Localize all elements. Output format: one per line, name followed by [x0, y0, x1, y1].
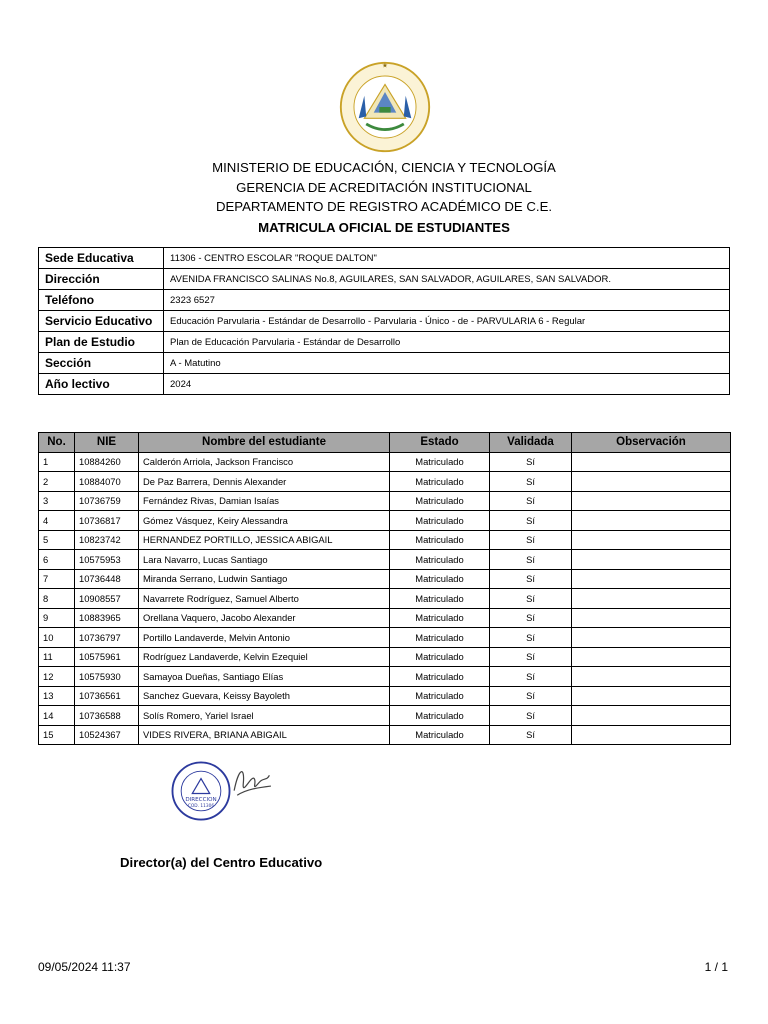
ministry-name: MINISTERIO DE EDUCACIÓN, CIENCIA Y TECNOLOGÍA	[212, 160, 556, 175]
validated-flag: Sí	[490, 686, 572, 706]
svg-text:★: ★	[382, 61, 388, 70]
header-estado: Estado	[390, 433, 490, 453]
table-row	[39, 706, 731, 726]
row-number: 14	[39, 706, 75, 726]
row-number: 11	[39, 647, 75, 667]
info-row	[39, 311, 730, 332]
info-label: Año lectivo	[39, 374, 164, 395]
table-row	[39, 530, 731, 550]
row-number: 4	[39, 511, 75, 531]
enrollment-status: Matriculado	[390, 511, 490, 531]
student-name: Fernández Rivas, Damian Isaías	[139, 491, 390, 511]
info-label: Dirección	[39, 269, 164, 290]
row-number: 2	[39, 472, 75, 492]
header-no: No.	[39, 433, 75, 453]
info-value: 2323 6527	[164, 290, 730, 311]
info-row	[39, 290, 730, 311]
student-name: Portillo Landaverde, Melvin Antonio	[139, 628, 390, 648]
enrollment-status: Matriculado	[390, 725, 490, 745]
info-value: A - Matutino	[164, 353, 730, 374]
enrollment-status: Matriculado	[390, 667, 490, 687]
table-row	[39, 608, 731, 628]
table-row	[39, 628, 731, 648]
header-validada: Validada	[490, 433, 572, 453]
info-row	[39, 332, 730, 353]
observation	[572, 667, 731, 687]
observation	[572, 725, 731, 745]
info-label: Sede Educativa	[39, 248, 164, 269]
student-nie: 10908557	[75, 589, 139, 609]
table-row	[39, 511, 731, 531]
enrollment-status: Matriculado	[390, 491, 490, 511]
observation	[572, 452, 731, 472]
validated-flag: Sí	[490, 530, 572, 550]
validated-flag: Sí	[490, 647, 572, 667]
table-row	[39, 550, 731, 570]
student-name: Miranda Serrano, Ludwin Santiago	[139, 569, 390, 589]
student-name: Rodríguez Landaverde, Kelvin Ezequiel	[139, 647, 390, 667]
student-name: Navarrete Rodríguez, Samuel Alberto	[139, 589, 390, 609]
table-row	[39, 589, 731, 609]
observation	[572, 511, 731, 531]
page-number: 1 / 1	[704, 960, 728, 974]
student-nie: 10736797	[75, 628, 139, 648]
validated-flag: Sí	[490, 491, 572, 511]
info-label: Plan de Estudio	[39, 332, 164, 353]
observation	[572, 706, 731, 726]
department-name: GERENCIA DE ACREDITACIÓN INSTITUCIONAL	[236, 180, 532, 195]
table-row	[39, 725, 731, 745]
student-nie: 10736588	[75, 706, 139, 726]
student-name: De Paz Barrera, Dennis Alexander	[139, 472, 390, 492]
coat-of-arms-seal	[338, 60, 432, 154]
student-nie: 10736561	[75, 686, 139, 706]
enrollment-status: Matriculado	[390, 550, 490, 570]
student-nie: 10736817	[75, 511, 139, 531]
row-number: 13	[39, 686, 75, 706]
students-table	[38, 432, 731, 745]
table-row	[39, 667, 731, 687]
validated-flag: Sí	[490, 628, 572, 648]
info-row	[39, 248, 730, 269]
table-row	[39, 452, 731, 472]
student-nie: 10524367	[75, 725, 139, 745]
enrollment-status: Matriculado	[390, 706, 490, 726]
student-nie: 10884260	[75, 452, 139, 472]
info-label: Sección	[39, 353, 164, 374]
student-nie: 10575930	[75, 667, 139, 687]
validated-flag: Sí	[490, 569, 572, 589]
svg-text:COD. 11306: COD. 11306	[187, 804, 215, 810]
observation	[572, 686, 731, 706]
info-value: AVENIDA FRANCISCO SALINAS No.8, AGUILARES, SAN SALVADOR, AGUILARES, SAN SALVADOR.	[164, 269, 730, 290]
header-nie: NIE	[75, 433, 139, 453]
observation	[572, 608, 731, 628]
validated-flag: Sí	[490, 589, 572, 609]
validated-flag: Sí	[490, 725, 572, 745]
validated-flag: Sí	[490, 550, 572, 570]
student-nie: 10736448	[75, 569, 139, 589]
header-observacion: Observación	[572, 433, 731, 453]
row-number: 7	[39, 569, 75, 589]
info-row	[39, 353, 730, 374]
student-name: Calderón Arriola, Jackson Francisco	[139, 452, 390, 472]
student-nie: 10575961	[75, 647, 139, 667]
student-nie: 10736759	[75, 491, 139, 511]
info-value: Educación Parvularia - Estándar de Desarrollo - Parvularia - Único - de - PARVULARIA 6 - Regular	[164, 311, 730, 332]
observation	[572, 569, 731, 589]
observation	[572, 589, 731, 609]
validated-flag: Sí	[490, 452, 572, 472]
svg-text:DIRECCION: DIRECCION	[185, 796, 217, 803]
info-row	[39, 269, 730, 290]
table-row	[39, 569, 731, 589]
table-row	[39, 491, 731, 511]
student-name: Gómez Vásquez, Keiry Alessandra	[139, 511, 390, 531]
student-name: Lara Navarro, Lucas Santiago	[139, 550, 390, 570]
student-name: Samayoa Dueñas, Santiago Elías	[139, 667, 390, 687]
row-number: 5	[39, 530, 75, 550]
row-number: 3	[39, 491, 75, 511]
student-name: Solís Romero, Yariel Israel	[139, 706, 390, 726]
info-label: Teléfono	[39, 290, 164, 311]
print-timestamp: 09/05/2024 11:37	[38, 960, 131, 974]
observation	[572, 550, 731, 570]
enrollment-status: Matriculado	[390, 569, 490, 589]
school-stamp	[170, 760, 232, 822]
enrollment-status: Matriculado	[390, 452, 490, 472]
validated-flag: Sí	[490, 667, 572, 687]
student-name: VIDES RIVERA, BRIANA ABIGAIL	[139, 725, 390, 745]
info-value: 11306 - CENTRO ESCOLAR "ROQUE DALTON"	[164, 248, 730, 269]
enrollment-status: Matriculado	[390, 628, 490, 648]
observation	[572, 491, 731, 511]
enrollment-status: Matriculado	[390, 608, 490, 628]
row-number: 1	[39, 452, 75, 472]
row-number: 10	[39, 628, 75, 648]
document-title: MATRICULA OFICIAL DE ESTUDIANTES	[258, 220, 510, 235]
info-value: 2024	[164, 374, 730, 395]
row-number: 15	[39, 725, 75, 745]
row-number: 6	[39, 550, 75, 570]
observation	[572, 530, 731, 550]
observation	[572, 472, 731, 492]
table-row	[39, 686, 731, 706]
row-number: 9	[39, 608, 75, 628]
header-nombre: Nombre del estudiante	[139, 433, 390, 453]
director-signature	[228, 760, 274, 806]
enrollment-status: Matriculado	[390, 530, 490, 550]
table-row	[39, 472, 731, 492]
student-nie: 10823742	[75, 530, 139, 550]
enrollment-status: Matriculado	[390, 472, 490, 492]
director-label: Director(a) del Centro Educativo	[120, 855, 323, 870]
table-header-row	[39, 433, 731, 453]
school-info-table	[38, 247, 730, 395]
enrollment-status: Matriculado	[390, 647, 490, 667]
enrollment-status: Matriculado	[390, 686, 490, 706]
student-name: Orellana Vaquero, Jacobo Alexander	[139, 608, 390, 628]
validated-flag: Sí	[490, 706, 572, 726]
validated-flag: Sí	[490, 472, 572, 492]
info-value: Plan de Educación Parvularia - Estándar de Desarrollo	[164, 332, 730, 353]
student-nie: 10575953	[75, 550, 139, 570]
info-row	[39, 374, 730, 395]
validated-flag: Sí	[490, 511, 572, 531]
student-nie: 10884070	[75, 472, 139, 492]
student-name: Sanchez Guevara, Keissy Bayoleth	[139, 686, 390, 706]
student-nie: 10883965	[75, 608, 139, 628]
enrollment-status: Matriculado	[390, 589, 490, 609]
student-name: HERNANDEZ PORTILLO, JESSICA ABIGAIL	[139, 530, 390, 550]
table-row	[39, 647, 731, 667]
info-label: Servicio Educativo	[39, 311, 164, 332]
observation	[572, 628, 731, 648]
row-number: 12	[39, 667, 75, 687]
row-number: 8	[39, 589, 75, 609]
office-name: DEPARTAMENTO DE REGISTRO ACADÉMICO DE C.E.	[215, 199, 553, 214]
validated-flag: Sí	[490, 608, 572, 628]
observation	[572, 647, 731, 667]
